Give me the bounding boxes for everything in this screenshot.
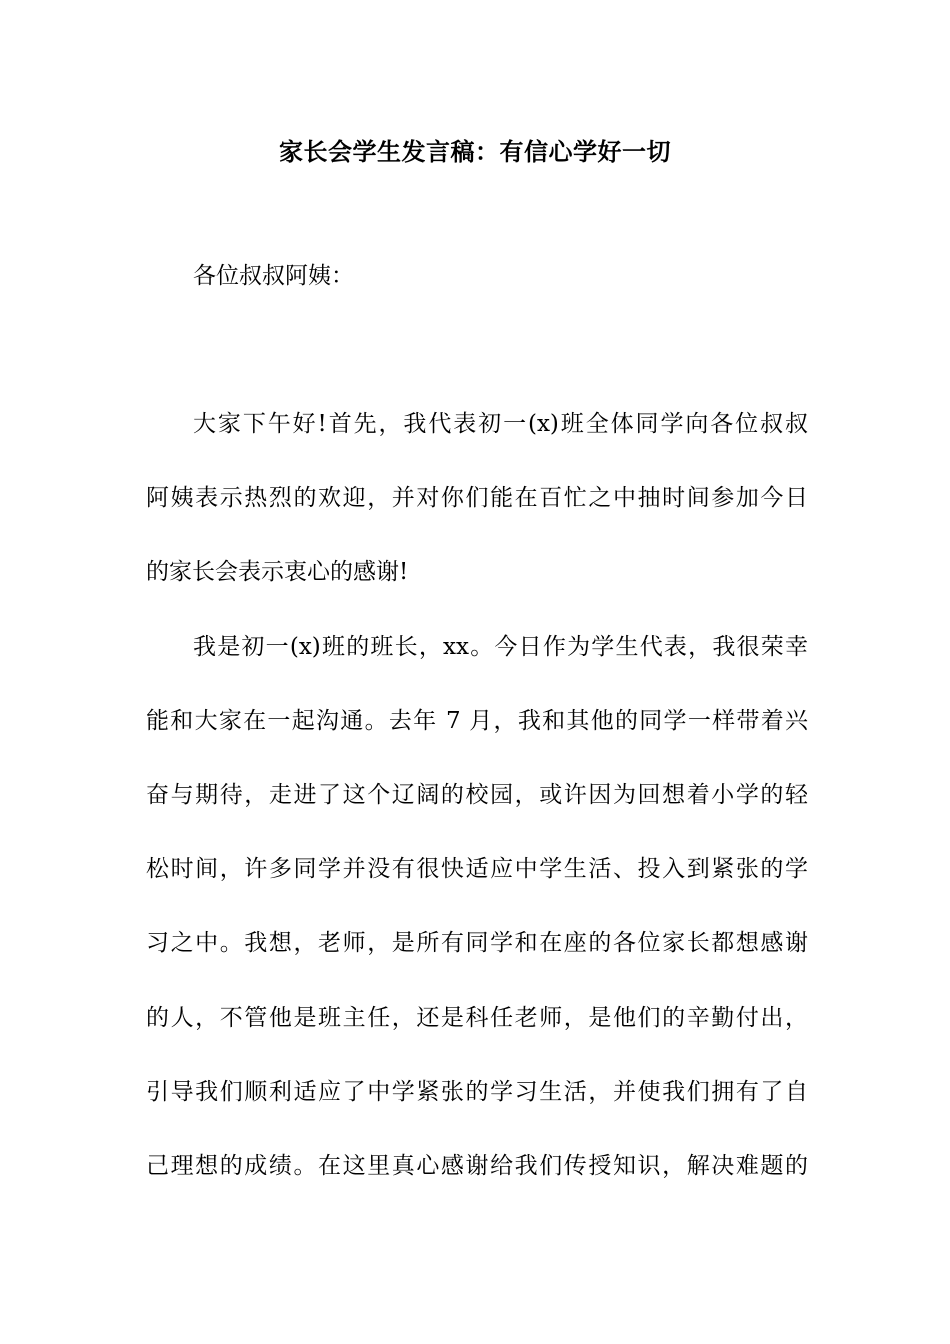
body-line: 引导我们顺利适应了中学紧张的学习生活，并使我们拥有了自 — [146, 1078, 808, 1105]
body-line: 能和大家在一起沟通。去年 7 月，我和其他的同学一样带着兴 — [146, 707, 808, 734]
speech-body — [146, 404, 808, 1220]
body-line: 松时间，许多同学并没有很快适应中学生活、投入到紧张的学 — [146, 856, 808, 883]
salutation: 各位叔叔阿姨： — [193, 263, 354, 289]
body-line: 我是初一(x)班的班长，xx。今日作为学生代表，我很荣幸 — [193, 633, 808, 660]
body-line: 习之中。我想，老师，是所有同学和在座的各位家长都想感谢 — [146, 930, 808, 957]
body-line: 阿姨表示热烈的欢迎，并对你们能在百忙之中抽时间参加今日 — [146, 485, 808, 512]
body-line: 奋与期待，走进了这个辽阔的校园，或许因为回想着小学的轻 — [146, 781, 808, 808]
body-line: 大家下午好!首先，我代表初一(x)班全体同学向各位叔叔 — [193, 411, 808, 437]
body-line: 的人，不管他是班主任，还是科任老师，是他们的辛勤付出， — [146, 1004, 808, 1031]
document-title: 家长会学生发言稿：有信心学好一切 — [279, 138, 671, 166]
body-line: 己理想的成绩。在这里真心感谢给我们传授知识，解决难题的 — [146, 1152, 808, 1179]
body-line: 的家长会表示衷心的感谢! — [146, 559, 409, 586]
